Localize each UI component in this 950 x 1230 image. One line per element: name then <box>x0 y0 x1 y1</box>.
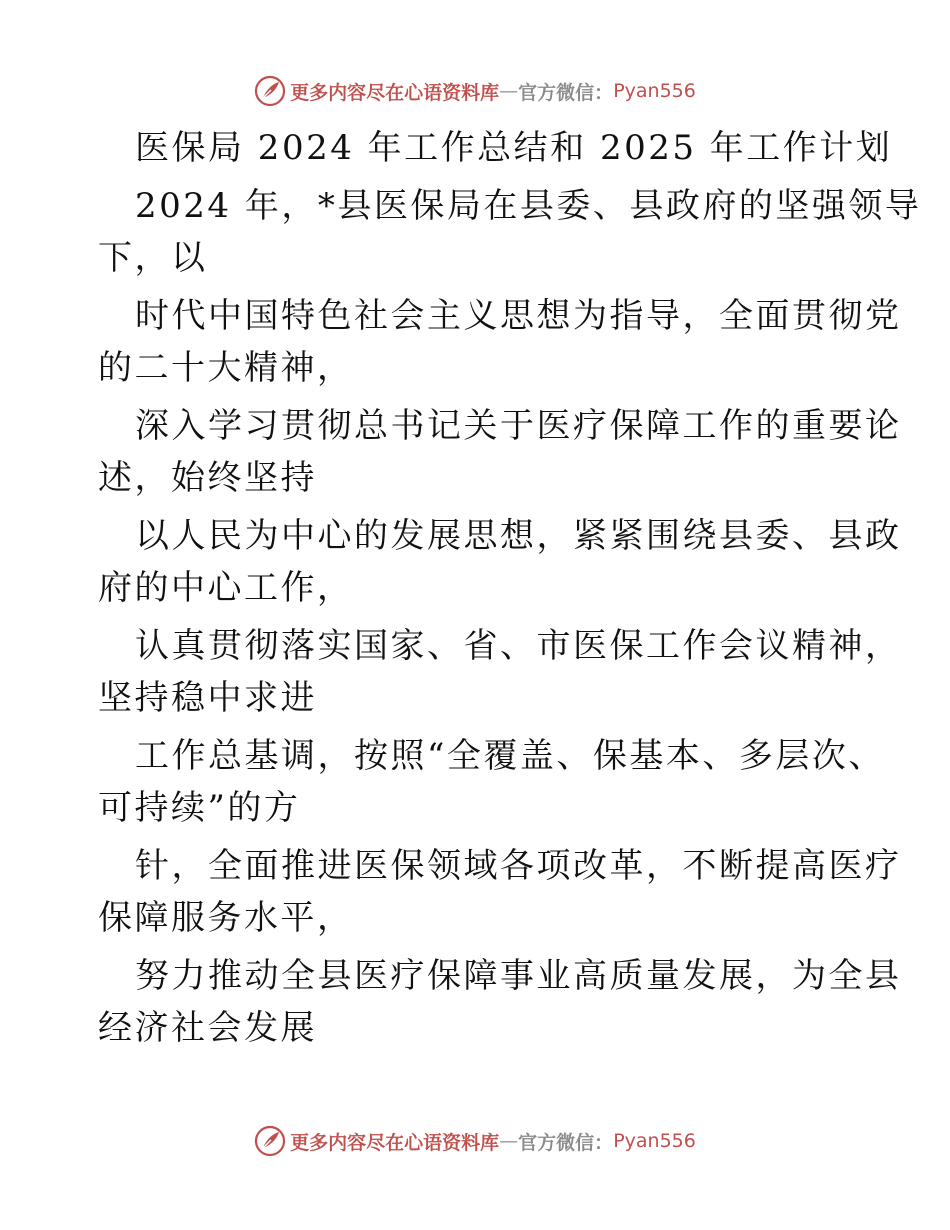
watermark-tail-text: 官方微信： <box>518 81 614 104</box>
watermark-wechat-id: Pyan556 <box>613 1130 696 1152</box>
paragraph-line: 针，全面推进医保领域各项改革，不断提高医疗 <box>135 846 902 886</box>
paragraph-line: 时代中国特色社会主义思想为指导，全面贯彻党 <box>135 296 902 336</box>
feather-pen-icon <box>254 75 286 107</box>
watermark-lead-text: 更多内容尽在心语资料库 <box>290 81 500 104</box>
paragraph-line: 可持续”的方 <box>98 788 301 828</box>
document-body <box>98 122 922 1054</box>
paragraph-line: 保障服务水平， <box>98 898 354 938</box>
feather-pen-icon <box>254 1125 286 1157</box>
watermark-dash: — <box>499 80 519 102</box>
paragraph-line: 工作总基调，按照“全覆盖、保基本、多层次、 <box>135 736 885 776</box>
document-title: 医保局 2024 年工作总结和 2025 年工作计划 <box>135 128 893 168</box>
paragraph-line: 府的中心工作， <box>98 568 354 608</box>
paragraph-line: 深入学习贯彻总书记关于医疗保障工作的重要论 <box>135 406 902 446</box>
paragraph-line: 努力推动全县医疗保障事业高质量发展，为全县 <box>135 956 902 996</box>
watermark-tail-text: 官方微信： <box>518 1131 614 1154</box>
paragraph-line: 以人民为中心的发展思想，紧紧围绕县委、县政 <box>135 516 902 556</box>
paragraph-line: 下，以 <box>98 238 208 278</box>
paragraph-line: 述，始终坚持 <box>98 458 317 498</box>
paragraph-line: 的二十大精神， <box>98 348 354 388</box>
watermark-lead-text: 更多内容尽在心语资料库 <box>290 1131 500 1154</box>
paragraph-line: 坚持稳中求进 <box>98 678 317 718</box>
paragraph-line: 2024 年，*县医保局在县委、县政府的坚强领导 <box>135 186 922 226</box>
watermark-footer <box>0 1121 950 1161</box>
paragraph-line: 认真贯彻落实国家、省、市医保工作会议精神， <box>135 626 902 666</box>
watermark-dash: — <box>499 1130 519 1152</box>
paragraph-line: 经济社会发展 <box>98 1008 317 1048</box>
watermark-wechat-id: Pyan556 <box>613 80 696 102</box>
watermark-header <box>0 71 950 111</box>
